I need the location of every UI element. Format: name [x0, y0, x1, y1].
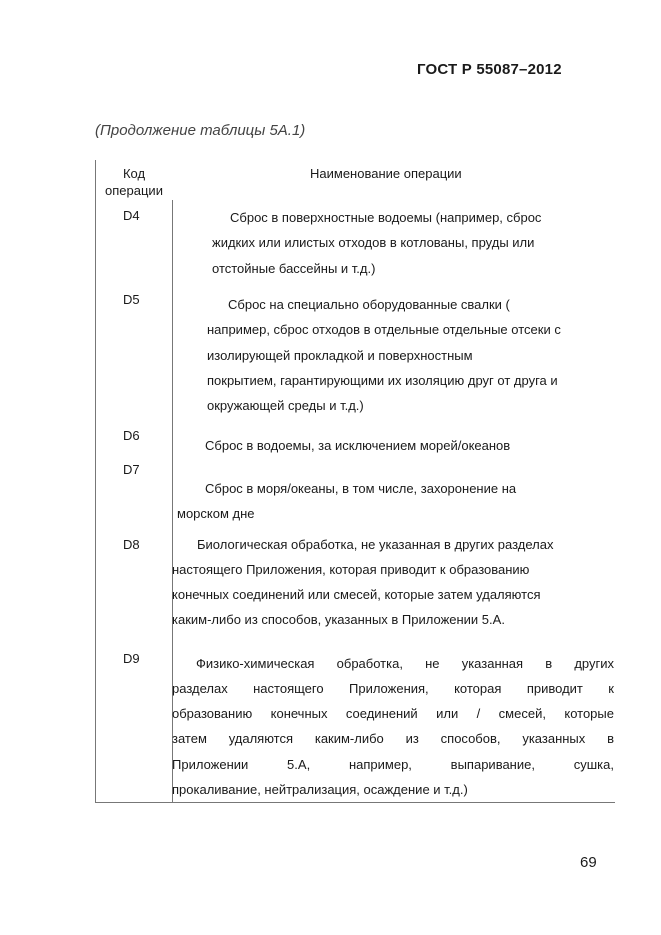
row-d4-line1: Сброс в поверхностные водоемы (например, сброс: [230, 210, 542, 225]
row-d7-line2: морском дне: [177, 506, 255, 521]
row-code-d9: D9: [123, 651, 140, 666]
row-code-d6: D6: [123, 428, 140, 443]
standard-header: ГОСТ Р 55087–2012: [417, 61, 562, 78]
row-d5-line2: например, сброс отходов в отдельные отдельные отсеки с: [207, 322, 561, 337]
row-d8-line3: конечных соединений или смесей, которые затем удаляются: [172, 587, 541, 602]
row-d5-line1: Сброс на специально оборудованные свалки (: [228, 297, 510, 312]
row-d8-line2: настоящего Приложения, которая приводит к образованию: [172, 562, 530, 577]
row-d9-line2: разделах настоящего Приложения, которая приводит к: [172, 681, 614, 696]
page-number: 69: [580, 854, 597, 871]
row-d5-line3: изолирующей прокладкой и поверхностным: [207, 348, 473, 363]
column-header-code: [97, 165, 171, 199]
row-d9-line6: прокаливание, нейтрализация, осаждение и т.д.): [172, 782, 468, 797]
row-d4-line2: жидких или илистых отходов в котлованы, пруды или: [212, 235, 535, 250]
row-d8-line1: Биологическая обработка, не указанная в других разделах: [197, 537, 554, 552]
row-d9-line4: затем удаляются каким-либо из способов, указанных в: [172, 731, 614, 746]
row-d7-line1: Сброс в моря/океаны, в том числе, захоронение на: [205, 481, 517, 496]
row-d6-line1: Сброс в водоемы, за исключением морей/океанов: [205, 438, 511, 453]
table-continuation-caption: (Продолжение таблицы 5А.1): [95, 122, 306, 139]
row-d5-line5: окружающей среды и т.д.): [207, 398, 364, 413]
column-header-name: Наименование операции: [310, 166, 462, 181]
row-d8-line4: каким-либо из способов, указанных в Приложении 5.А.: [172, 612, 505, 627]
row-code-d5: D5: [123, 292, 140, 307]
row-d9-line1: Физико-химическая обработка, не указанная в других: [196, 656, 614, 671]
operations-table: [95, 160, 615, 803]
column-header-code-line2: операции: [105, 183, 163, 198]
row-d5-line4: покрытием, гарантирующими их изоляцию друг от друга и: [207, 373, 558, 388]
row-d9-line5: Приложении 5.А, например, выпаривание, сушка,: [172, 757, 614, 772]
row-code-d4: D4: [123, 208, 140, 223]
row-d4-line3: отстойные бассейны и т.д.): [212, 261, 376, 276]
row-code-d8: D8: [123, 537, 140, 552]
row-d9-line3: образованию конечных соединений или / смесей, которые: [172, 706, 614, 721]
column-header-code-line1: Код: [122, 166, 146, 181]
table-left-border: [95, 160, 96, 803]
row-code-d7: D7: [123, 462, 140, 477]
